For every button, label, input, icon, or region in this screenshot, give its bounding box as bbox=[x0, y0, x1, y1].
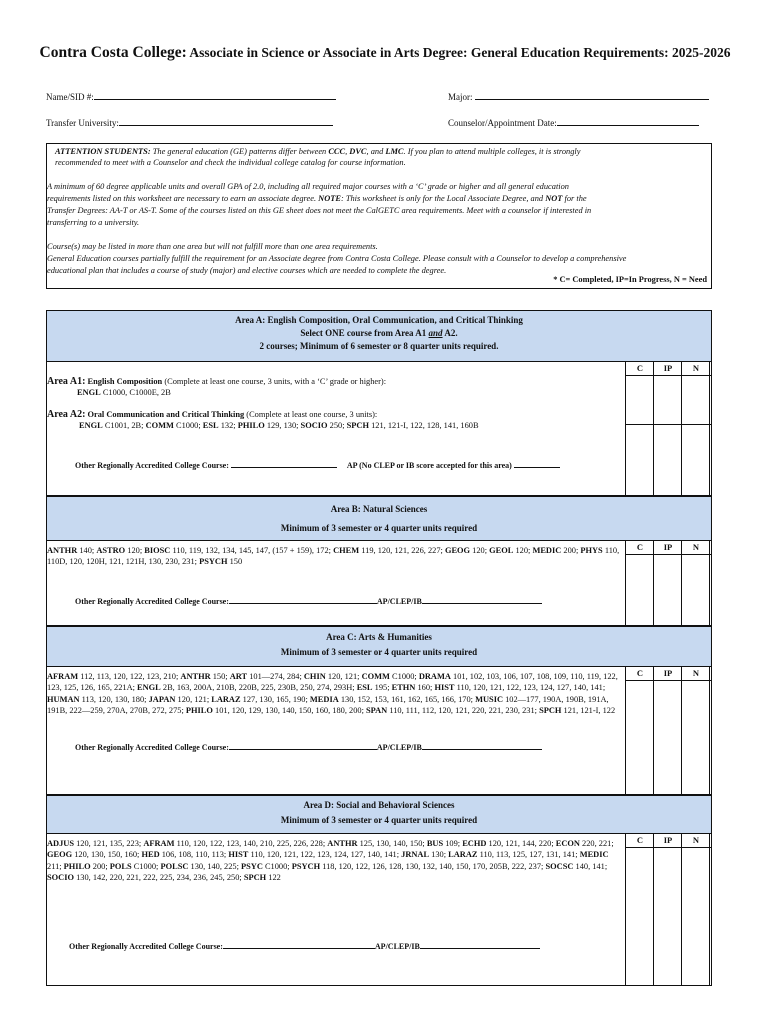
course-numbers: 110, 111, 112, 120, 121, 220, 221, 230, 231; bbox=[389, 706, 537, 716]
area-c-other-line[interactable] bbox=[229, 741, 377, 750]
a2-dept: ENGL bbox=[79, 421, 103, 431]
counselor-date-field[interactable] bbox=[448, 116, 699, 128]
area-a1-block bbox=[47, 376, 622, 399]
course-numbers: C1000; bbox=[392, 672, 417, 681]
minimum-line-1: A minimum of 60 degree applicable units and overall GPA of 2.0, including all required major courses with a ‘C’ grade or higher and all general education bbox=[47, 182, 569, 191]
course-dept: ENGL bbox=[137, 683, 161, 693]
course-dept: HED bbox=[141, 850, 160, 860]
area-d-status-grid bbox=[625, 834, 711, 985]
document-subtitle: Associate in Science or Associate in Arts Degree: General Education Requirements: 2025-2026 bbox=[189, 45, 731, 60]
area-b-section bbox=[46, 496, 712, 626]
area-a2-name: Oral Communication and Critical Thinking bbox=[87, 410, 245, 419]
course-dept: JRNAL bbox=[401, 850, 430, 860]
note-label: NOTE bbox=[318, 194, 341, 203]
attention-line: ATTENTION STUDENTS: The general education (GE) patterns differ between CCC, DVC, and LMC. If you plan to attend multiple colleges, it is strongly bbox=[55, 147, 581, 156]
a2-courses: C1000; bbox=[176, 421, 201, 431]
area-b-status-grid bbox=[625, 541, 711, 625]
area-d-ap-label: AP/CLEP/IB bbox=[374, 942, 420, 951]
course-numbers: 130; bbox=[431, 850, 447, 860]
courses-line-1: Course(s) may be listed in more than one area but will not fulfill more than one area requirements. bbox=[47, 242, 378, 251]
area-d-title: Area D: Social and Behavioral Sciences bbox=[303, 800, 455, 810]
course-dept: CHIN bbox=[303, 672, 326, 681]
course-numbers: 200; bbox=[563, 546, 579, 555]
course-numbers: C1000; bbox=[133, 861, 159, 871]
area-a-section bbox=[46, 310, 712, 496]
a2-dept: SPCH bbox=[346, 421, 369, 431]
area-d-other-line[interactable] bbox=[223, 940, 375, 949]
course-numbers: 120, 121; bbox=[327, 672, 360, 681]
a2-dept: SOCIO bbox=[300, 421, 328, 431]
course-dept: PSYCH bbox=[199, 557, 228, 567]
grid-c-label: C bbox=[636, 835, 644, 845]
area-a-units: 2 courses; Minimum of 6 semester or 8 quarter units required. bbox=[259, 341, 499, 351]
course-dept: ESL bbox=[356, 683, 373, 693]
course-numbers: C1000; bbox=[264, 861, 290, 871]
minimum-line-2c: for the bbox=[564, 194, 587, 203]
not-label: NOT bbox=[545, 194, 563, 203]
course-dept: ANTHR bbox=[180, 672, 211, 681]
area-b-title: Area B: Natural Sciences bbox=[330, 504, 428, 514]
area-a-title: Area A: English Composition, Oral Communication, and Critical Thinking bbox=[235, 315, 523, 325]
course-dept: SOCIO bbox=[47, 873, 74, 883]
minimum-line-2 bbox=[47, 193, 587, 205]
course-numbers: 220, 221; bbox=[582, 839, 614, 848]
course-numbers: 120; bbox=[515, 546, 531, 555]
area-b-other-label: Other Regionally Accredited College Course: bbox=[75, 597, 229, 606]
course-numbers: 113, 120, 130, 180; bbox=[81, 694, 147, 704]
course-dept: GEOG bbox=[444, 546, 471, 555]
course-numbers: 120; bbox=[472, 546, 488, 555]
area-d-ap-line[interactable] bbox=[420, 940, 540, 949]
and-text: and bbox=[370, 147, 384, 156]
a2-courses: 132; bbox=[220, 421, 236, 431]
course-numbers: 101, 120, 129, 130, 140, 150, 160, 180, 200; bbox=[215, 706, 364, 716]
area-b-course-list bbox=[47, 545, 621, 568]
course-numbers: 120, 121; bbox=[177, 694, 210, 704]
course-dept: MEDIC bbox=[579, 850, 609, 860]
area-c-other-label: Other Regionally Accredited College Course: bbox=[75, 743, 229, 752]
course-dept: PSYCH bbox=[291, 861, 321, 871]
minimum-line-3: Transfer Degrees: AA-T or AS-T. Some of the courses listed on this GE sheet does not meet the CalGETC area requirements. Meet with a counselor if interested in bbox=[47, 206, 592, 215]
major-line[interactable] bbox=[475, 90, 709, 100]
grid-ip-label: IP bbox=[663, 668, 673, 678]
course-numbers: 130, 152, 153, 161, 162, 165, 166, 170; bbox=[340, 694, 473, 704]
course-dept: HIST bbox=[228, 850, 249, 860]
area-a-other-line[interactable] bbox=[231, 459, 337, 468]
course-dept: SPCH bbox=[539, 706, 562, 716]
course-numbers: 120, 130, 150, 160; bbox=[74, 850, 140, 860]
area-b-ap-line[interactable] bbox=[422, 595, 542, 604]
course-numbers: 110, 113, 125, 127, 131, 141; bbox=[479, 850, 578, 860]
area-c-units: Minimum of 3 semester or 4 quarter units required bbox=[280, 647, 478, 657]
course-dept: SOCSC bbox=[545, 861, 574, 871]
page-title bbox=[0, 44, 770, 62]
minimum-line-2a: requirements listed on this worksheet are necessary to earn an associate degree. bbox=[47, 194, 317, 203]
course-dept: ANTHR bbox=[47, 546, 78, 555]
area-b-other-course[interactable] bbox=[75, 595, 542, 606]
area-a-ap-line[interactable] bbox=[514, 459, 560, 468]
course-numbers: 102—177, 190A, 190B, 191A, 191B, 222—259, 270A, 270B, 272, 275; bbox=[47, 694, 609, 716]
grid-ip-label: IP bbox=[663, 363, 673, 373]
dvc-label: DVC bbox=[349, 147, 367, 156]
area-a1-name: English Composition bbox=[87, 377, 163, 386]
courses-line-2: General Education courses partially fulfill the requirement for an Associate degree from Contra Costa College. Please consult with a Counselor to develop a comprehensive bbox=[47, 254, 627, 263]
area-a1-dept: ENGL bbox=[77, 388, 101, 398]
course-numbers: 109; bbox=[445, 839, 461, 848]
a2-dept: PHILO bbox=[237, 421, 265, 431]
attention-label: ATTENTION STUDENTS: bbox=[55, 147, 151, 156]
course-numbers: 127, 130, 165, 190; bbox=[242, 694, 308, 704]
course-dept: DRAMA bbox=[418, 672, 451, 681]
course-numbers: 120, 121, 135, 223; bbox=[76, 839, 142, 848]
course-dept: LARAZ bbox=[448, 850, 478, 860]
course-numbers: 125, 130, 140, 150; bbox=[359, 839, 425, 848]
course-dept: ECHD bbox=[462, 839, 487, 848]
course-numbers: 121, 121-I, 122 bbox=[563, 706, 616, 716]
course-dept: ART bbox=[229, 672, 248, 681]
course-dept: PSYC bbox=[241, 861, 263, 871]
area-c-status-grid bbox=[625, 667, 711, 794]
course-numbers: 122 bbox=[268, 873, 281, 883]
course-numbers: 110, 120, 121, 122, 123, 124, 127, 140, 141; bbox=[456, 683, 606, 693]
course-dept: ADJUS bbox=[47, 839, 74, 848]
grid-ip-label: IP bbox=[663, 542, 673, 552]
course-dept: MUSIC bbox=[475, 694, 504, 704]
course-numbers: 195; bbox=[374, 683, 390, 693]
area-a-and: and bbox=[428, 328, 443, 338]
grid-n-label: N bbox=[692, 668, 700, 678]
area-a-instruction-b: A2. bbox=[444, 328, 458, 338]
course-dept: LARAZ bbox=[211, 694, 241, 704]
grid-ip-label: IP bbox=[663, 835, 673, 845]
course-numbers: 200; bbox=[92, 861, 108, 871]
counselor-date-line[interactable] bbox=[557, 116, 699, 126]
area-b-other-line[interactable] bbox=[229, 595, 377, 604]
course-dept: ASTRO bbox=[96, 546, 126, 555]
area-d-header bbox=[47, 796, 711, 834]
area-d-other-label: Other Regionally Accredited College Course: bbox=[69, 942, 223, 951]
transfer-university-field[interactable] bbox=[46, 116, 333, 128]
course-dept: PHILO bbox=[185, 706, 213, 716]
name-sid-field[interactable] bbox=[46, 90, 336, 102]
course-numbers: 110, 120, 122, 123, 140, 210, 225, 226, 228; bbox=[176, 839, 326, 848]
course-dept: AFRAM bbox=[143, 839, 175, 848]
college-name: Contra Costa College: bbox=[39, 44, 187, 61]
area-a2-desc: (Complete at least one course, 3 units): bbox=[246, 410, 378, 419]
course-numbers: 106, 108, 110, 113; bbox=[161, 850, 227, 860]
area-b-ap-label: AP/CLEP/IB bbox=[376, 597, 422, 606]
transfer-university-label: Transfer University: bbox=[46, 118, 119, 128]
course-numbers: 130, 142, 220, 221, 222, 225, 234, 236, 245, 250; bbox=[76, 873, 242, 883]
area-c-title: Area C: Arts & Humanities bbox=[326, 632, 432, 642]
area-a1-label: Area A1: bbox=[47, 376, 86, 387]
course-dept: COMM bbox=[361, 672, 390, 681]
area-a-status-grid bbox=[625, 362, 711, 495]
attention-text: The general education (GE) patterns differ between bbox=[152, 147, 327, 156]
a2-courses: 129, 130; bbox=[266, 421, 299, 431]
course-numbers: 119, 120, 121, 226, 227; bbox=[361, 546, 443, 555]
major-field[interactable] bbox=[448, 90, 709, 102]
grid-c-label: C bbox=[636, 542, 644, 552]
area-c-header bbox=[47, 627, 711, 667]
course-numbers: 110, 120, 121, 122, 123, 124, 127, 140, 141; bbox=[250, 850, 400, 860]
notice-box bbox=[46, 143, 712, 289]
course-numbers: 120; bbox=[127, 546, 143, 555]
grid-c-label: C bbox=[636, 668, 644, 678]
course-dept: BIOSC bbox=[144, 546, 171, 555]
area-d-section bbox=[46, 795, 712, 986]
grid-n-label: N bbox=[692, 835, 700, 845]
course-dept: ANTHR bbox=[327, 839, 358, 848]
course-dept: GEOL bbox=[489, 546, 514, 555]
area-d-units: Minimum of 3 semester or 4 quarter units required bbox=[280, 815, 478, 825]
area-a1-desc: (Complete at least one course, 3 units, with a ‘C’ grade or higher): bbox=[164, 377, 387, 386]
course-numbers: 140, 141; bbox=[575, 861, 608, 871]
transfer-university-line[interactable] bbox=[119, 116, 333, 126]
a2-dept: COMM bbox=[145, 421, 174, 431]
area-a2-label: Area A2: bbox=[47, 409, 86, 420]
course-dept: HIST bbox=[434, 683, 455, 693]
course-numbers: 160; bbox=[417, 683, 433, 693]
area-d-other-course[interactable] bbox=[69, 940, 540, 951]
course-numbers: 112, 113, 120, 122, 123, 210; bbox=[80, 672, 179, 681]
course-numbers: 150 bbox=[229, 557, 243, 567]
area-b-units: Minimum of 3 semester or 4 quarter units required bbox=[280, 523, 478, 533]
a2-dept: ESL bbox=[202, 421, 219, 431]
course-dept: MEDIA bbox=[309, 694, 339, 704]
a2-courses: 250; bbox=[329, 421, 345, 431]
course-dept: POLS bbox=[109, 861, 132, 871]
course-numbers: 110, 119, 132, 134, 145, 147, (157 + 159), 172; bbox=[172, 546, 332, 555]
course-dept: ETHN bbox=[391, 683, 416, 693]
name-sid-label: Name/SID #: bbox=[46, 92, 94, 102]
course-dept: POLSC bbox=[160, 861, 189, 871]
attention-text-2: . If you plan to attend multiple colleges, it is strongly bbox=[403, 147, 581, 156]
area-a-ap-label: AP (No CLEP or IB score accepted for this area) bbox=[346, 461, 512, 470]
area-a-other-course[interactable] bbox=[75, 459, 560, 470]
area-a-instruction-a: Select ONE course from Area A1 bbox=[300, 328, 427, 338]
ccc-label: CCC bbox=[328, 147, 346, 156]
course-numbers: 140; bbox=[79, 546, 95, 555]
course-dept: GEOG bbox=[47, 850, 73, 860]
course-numbers: 2B, 163, 200A, 210B, 220B, 225, 230B, 250, 274, 293H; bbox=[162, 683, 355, 693]
area-a1-courses: C1000, C1000E, 2B bbox=[102, 388, 171, 398]
status-legend: * C= Completed, IP=In Progress, N = Need bbox=[553, 275, 707, 285]
name-sid-line[interactable] bbox=[94, 90, 336, 100]
attention-line-2: recommended to meet with a Counselor and check the individual college catalog for course information. bbox=[55, 158, 406, 167]
course-numbers: 110, 110D, 120, 120H, 121, 121H, 130, 230, 231; bbox=[47, 546, 620, 567]
major-label: Major: bbox=[448, 92, 473, 102]
area-d-course-list bbox=[47, 838, 621, 884]
course-numbers: 150; bbox=[212, 672, 228, 681]
minimum-line-2b: : This worksheet is only for the Local Associate Degree, and bbox=[340, 194, 544, 203]
course-dept: PHYS bbox=[580, 546, 603, 555]
grid-n-label: N bbox=[692, 542, 700, 552]
lmc-label: LMC bbox=[385, 147, 404, 156]
area-b-header bbox=[47, 497, 711, 541]
course-numbers: 101, 102, 103, 106, 107, 108, 109, 110, 119, 122, 123, 125, 126, 165, 221A; bbox=[47, 672, 618, 693]
course-dept: MEDIC bbox=[532, 546, 562, 555]
course-dept: BUS bbox=[426, 839, 444, 848]
course-dept: SPCH bbox=[243, 873, 267, 883]
a2-courses: C1001, 2B; bbox=[104, 421, 144, 431]
grid-n-label: N bbox=[692, 363, 700, 373]
area-c-ap-label: AP/CLEP/IB bbox=[376, 743, 422, 752]
area-a2-block bbox=[47, 409, 622, 432]
courses-line-3: educational plan that includes a course of study (major) and elective courses which are needed to complete the degree. bbox=[47, 266, 447, 275]
course-dept: ECON bbox=[555, 839, 580, 848]
grid-c-label: C bbox=[636, 363, 644, 373]
area-c-ap-line[interactable] bbox=[422, 741, 542, 750]
course-dept: CHEM bbox=[333, 546, 360, 555]
minimum-line-4: transferring to a university. bbox=[47, 218, 140, 227]
a2-courses: 121, 121-I, 122, 128, 141, 160B bbox=[371, 421, 479, 431]
course-dept: PHILO bbox=[63, 861, 91, 871]
course-dept: HUMAN bbox=[47, 694, 80, 704]
course-numbers: 120, 121, 144, 220; bbox=[488, 839, 554, 848]
area-c-section bbox=[46, 626, 712, 795]
area-a-other-label: Other Regionally Accredited College Course: bbox=[75, 461, 229, 470]
area-c-other-course[interactable] bbox=[75, 741, 542, 752]
course-dept: AFRAM bbox=[47, 672, 79, 681]
course-numbers: 118, 120, 122, 126, 128, 130, 132, 140, 150, 170, 205B, 222, 237; bbox=[322, 861, 544, 871]
area-a-instruction bbox=[47, 327, 711, 340]
course-numbers: 101—274, 284; bbox=[249, 672, 302, 681]
course-dept: JAPAN bbox=[148, 694, 176, 704]
course-numbers: 130, 140, 225; bbox=[190, 861, 239, 871]
counselor-date-label: Counselor/Appointment Date: bbox=[448, 118, 557, 128]
area-a-header bbox=[47, 311, 711, 362]
course-dept: SPAN bbox=[365, 706, 388, 716]
area-c-course-list bbox=[47, 671, 621, 717]
course-numbers: 211; bbox=[47, 861, 62, 871]
